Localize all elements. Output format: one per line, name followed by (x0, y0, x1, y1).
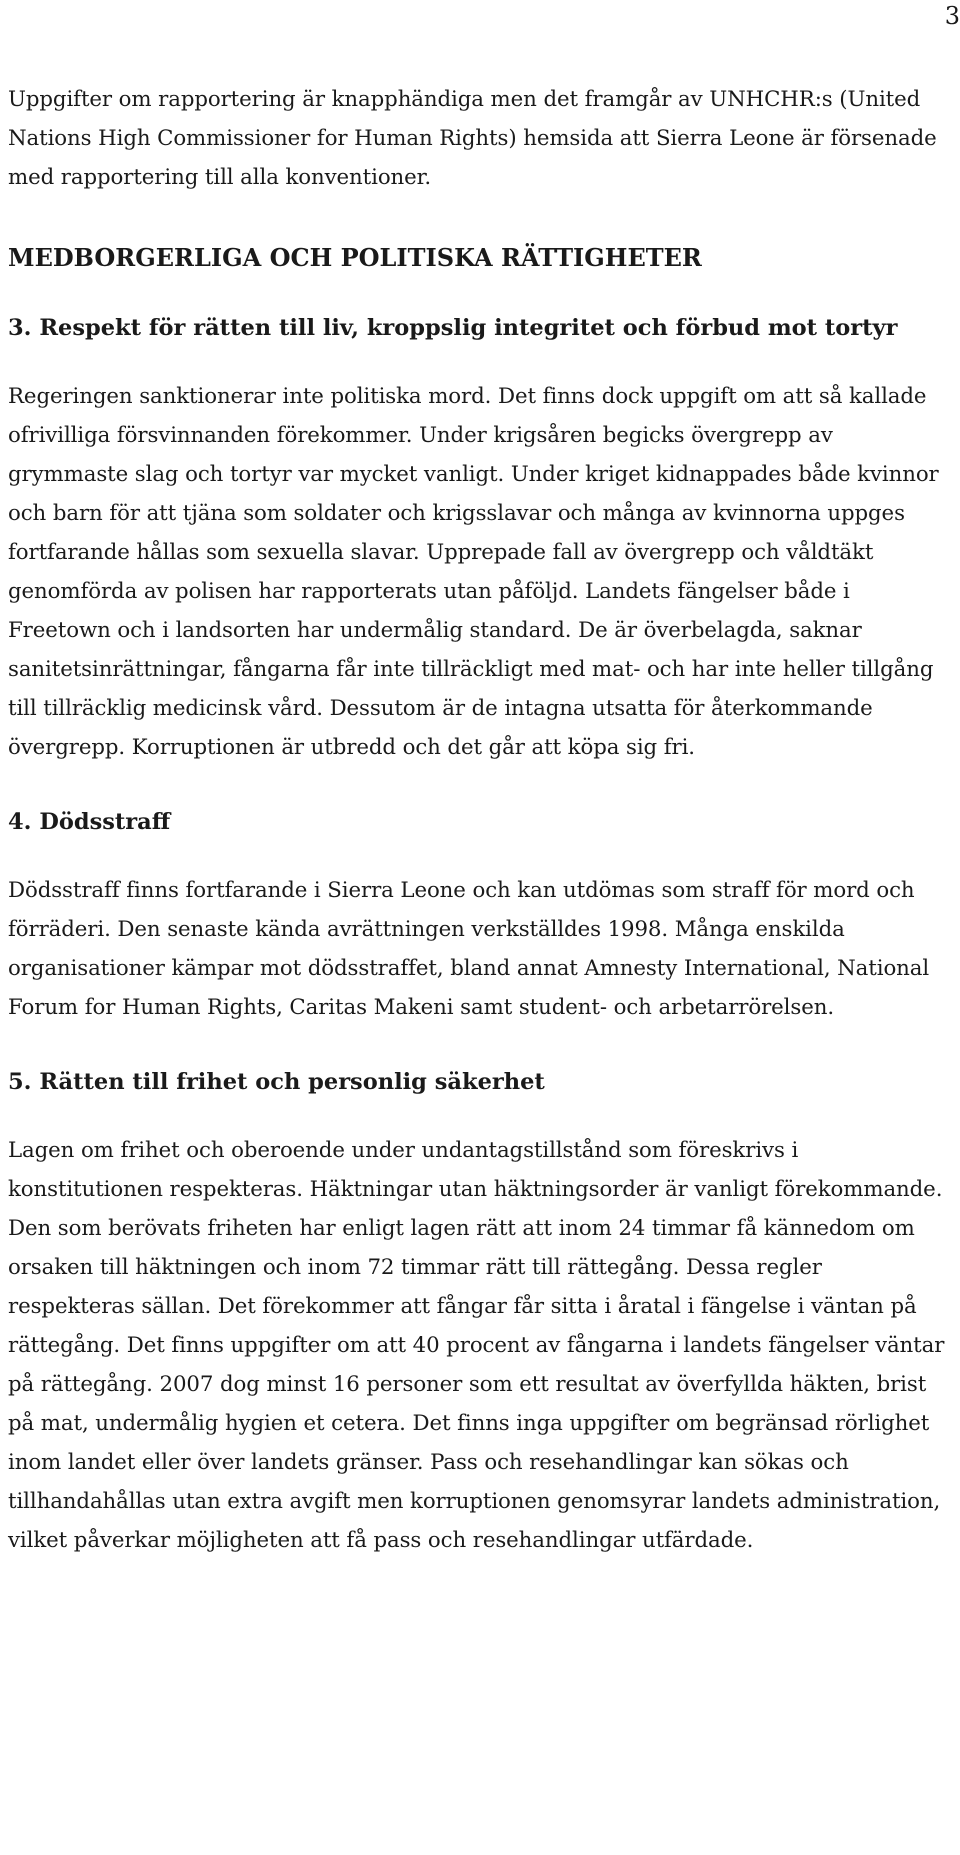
paragraph-death-penalty: Dödsstraff finns fortfarande i Sierra Leone och kan utdömas som straff för mord och förräderi. Den senaste kända avrättningen verkställdes 1998. Många enskilda organisationer kämpar mot dödsstraffet, bland annat Amnesty International, National Forum for Human Rights, Caritas Makeni samt student- och arbetarrörelsen. (8, 878, 930, 1020)
heading-liberty-security: 5. Rätten till frihet och personlig säkerhet (8, 1069, 545, 1095)
heading-right-to-life: 3. Respekt för rätten till liv, kroppslig integritet och förbud mot tortyr (8, 315, 898, 341)
document-body (8, 80, 948, 1560)
paragraph-right-to-life: Regeringen sanktionerar inte politiska mord. Det finns dock uppgift om att så kallade ofrivilliga försvinnanden förekommer. Under krigsåren begicks övergrepp av grymmaste slag och tortyr var mycket vanligt. Under kriget kidnappades både kvinnor och barn för att tjäna som soldater och krigsslavar och många av kvinnorna uppges fortfarande hållas som sexuella slavar. Upprepade fall av övergrepp och våldtäkt genomförda av polisen har rapporterats utan påföljd. Landets fängelser både i Freetown och i landsorten har undermålig standard. De är överbelagda, saknar sanitetsinrättningar, fångarna får inte tillräckligt med mat- och har inte heller tillgång till tillräcklig medicinsk vård. Dessutom är de intagna utsatta för återkommande övergrepp. Korruptionen är utbredd och det går att köpa sig fri. (8, 384, 939, 760)
intro-paragraph: Uppgifter om rapportering är knapphändiga men det framgår av UNHCHR:s (United Nations High Commissioner for Human Rights) hemsida att Sierra Leone är försenade med rapportering till alla konventioner. (8, 87, 937, 190)
paragraph-liberty-security: Lagen om frihet och oberoende under undantagstillstånd som föreskrivs i konstitutionen respekteras. Häktningar utan häktningsorder är vanligt förekommande. Den som berövats friheten har enligt lagen rätt att inom 24 timmar få kännedom om orsaken till häktningen och inom 72 timmar rätt till rättegång. Dessa regler respekteras sällan. Det förekommer att fångar får sitta i åratal i fängelse i väntan på rättegång. Det finns uppgifter om att 40 procent av fångarna i landets fängelser väntar på rättegång. 2007 dog minst 16 personer som ett resultat av överfyllda häkten, brist på mat, undermålig hygien et cetera. Det finns inga uppgifter om begränsad rörlighet inom landet eller över landets gränser. Pass och resehandlingar kan sökas och tillhandahållas utan extra avgift men korruptionen genomsyrar landets administration, vilket påverkar möjligheten att få pass och resehandlingar utfärdade. (8, 1138, 945, 1553)
page-number: 3 (944, 2, 960, 30)
heading-death-penalty: 4. Dödsstraff (8, 809, 171, 835)
section-title: MEDBORGERLIGA OCH POLITISKA RÄTTIGHETER (8, 243, 702, 272)
